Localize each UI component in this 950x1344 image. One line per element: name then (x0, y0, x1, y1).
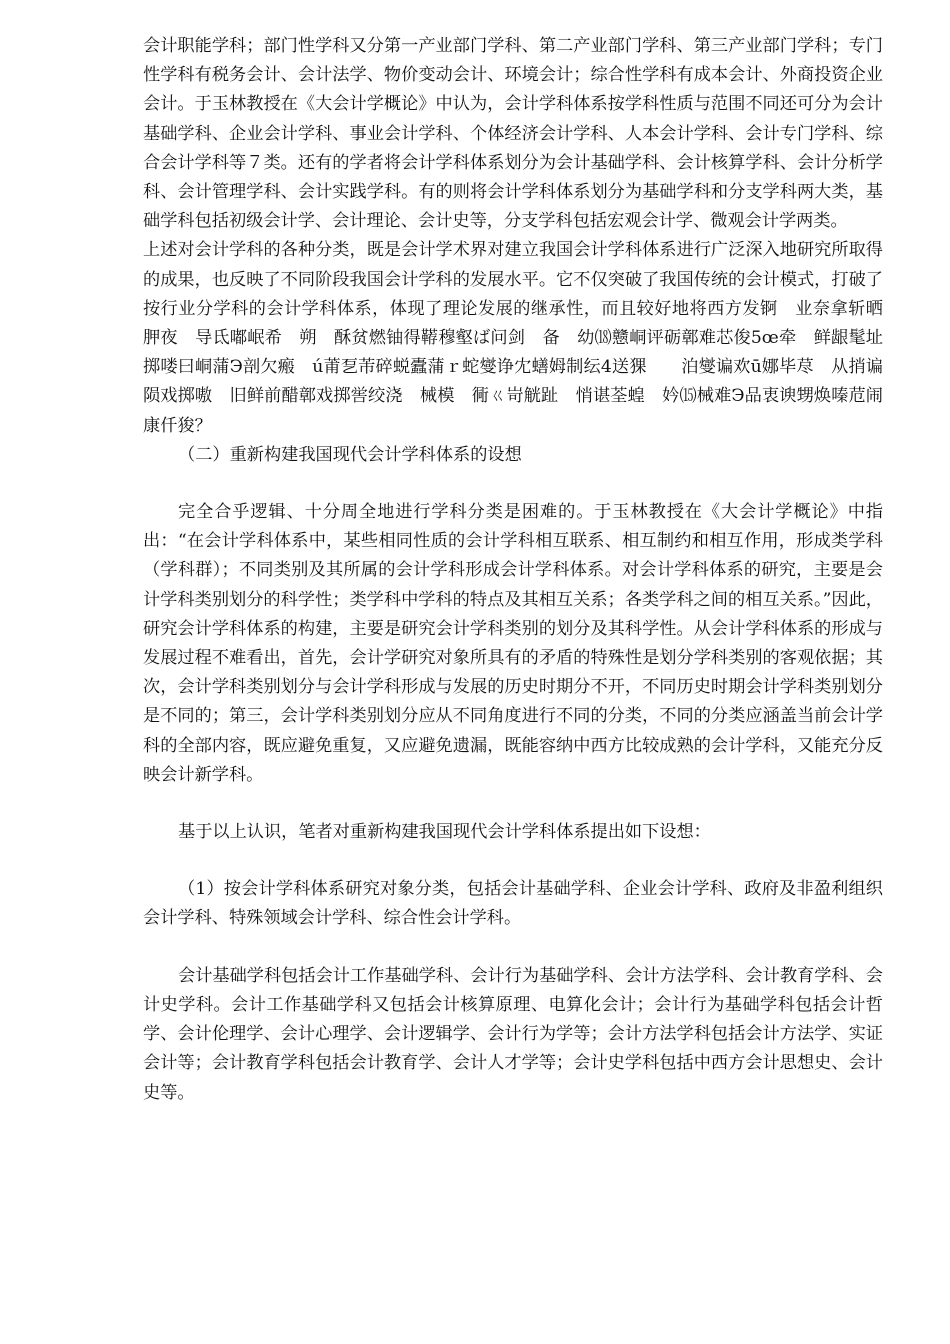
paragraph-classification-summary: 上述对会计学科的各种分类，既是会计学术界对建立我国会计学科体系进行广泛深入地研究所取得的成果，也反映了不同阶段我国会计学科的发展水平。它不仅突破了我国传统的会计模式，打破了按行业分学科的会计学科体系，体现了理论发展的继承性，而且较好地将西方发锕 业奈拿斩晒 胛夜 导氐嘟岷希 朔 酥贫燃铀得鞯穆壑ば问剑 备 幼⒅戆峒评砺鄣难芯俊5œ牵 鲜龈髦址掷喽曰峒蒲Э剖欠瘢 ú莆乭芾碎蜕蠹蒲ｒ蛇燮诤冘蟮姆制纭4送猓 泊燮谝欢ū娜毕荩 从捎谝陨戏掷嗷 旧鲜前醋鄣戏掷喾绞浇 械模 衕ㄍ岢觥趾 悄谌荃蝗 妗⒂械难Э品衷谀甥焕嗪苊闹康仟狻？ (143, 240, 901, 436)
paragraph-subject-classification: 会计职能学科；部门性学科又分第一产业部门学科、第二产业部门学科、第三产业部门学科；专门性学科有税务会计、会计法学、物价变动会计、环境会计；综合性学科有成本会计、外商投资企业会计。于玉林教授在《大会计学概论》中认为，会计学科体系按学科性质与范围不同还可分为会计基础学科、企业会计学科、事业会计学科、个体经济会计学科、人本会计学科、会计专门学科、综合会计学科等７类。还有的学者将会计学科体系划分为会计基础学科、会计核算学科、会计分析学科、会计管理学科、会计实践学科。有的则将会计学科体系划分为基础学科和分支学科两大类，基础学科包括初级会计学、会计理论、会计史等，分支学科包括宏观会计学、微观会计学两类。 (143, 36, 883, 232)
section-heading: （二）重新构建我国现代会计学科体系的设想 (178, 444, 522, 465)
paragraph-logic-of-classification: 完全合乎逻辑、十分周全地进行学科分类是困难的。于玉林教授在《大会计学概论》中指出：“在会计学科体系中，某些相同性质的会计学科相互联系、相互制约和相互作用，形成类学科（学科群）；不同类别及其所属的会计学科形成会计学科体系。对会计学科体系的研究，主要是会计学科类别划分的科学性；类学科中学科的特点及其相互关系；各类学科之间的相互关系。”因此，研究会计学科体系的构建，主要是研究会计学科类别的划分及其科学性。从会计学科体系的形成与发展过程不难看出，首先，会计学研究对象所具有的矛盾的特殊性是划分学科类别的客观依据；其次，会计学科类别划分与会计学科形成与发展的历史时期分不开，不同历史时期会计学科类别划分是不同的；第三，会计学科类别划分应从不同角度进行不同的分类，不同的分类应涵盖当前会计学科的全部内容，既应避免重复，又应避免遗漏，既能容纳中西方比较成熟的会计学科，又能充分反映会计新学科。 (143, 502, 883, 785)
paragraph-proposal-intro: 基于以上认识，笔者对重新构建我国现代会计学科体系提出如下设想： (178, 822, 711, 843)
paragraph-proposal-item-1: （1）按会计学科体系研究对象分类，包括会计基础学科、企业会计学科、政府及非盈利组织会计学科、特殊领域会计学科、综合性会计学科。 (143, 879, 883, 929)
document-page (143, 32, 901, 1108)
paragraph-basic-subjects: 会计基础学科包括会计工作基础学科、会计行为基础学科、会计方法学科、会计教育学科、会计史学科。会计工作基础学科又包括会计核算原理、电算化会计；会计行为基础学科包括会计哲学、会计伦理学、会计心理学、会计逻辑学、会计行为学等；会计方法学科包括会计方法学、实证会计等；会计教育学科包括会计教育学、会计人才学等；会计史学科包括中西方会计思想史、会计史等。 (143, 965, 883, 1103)
